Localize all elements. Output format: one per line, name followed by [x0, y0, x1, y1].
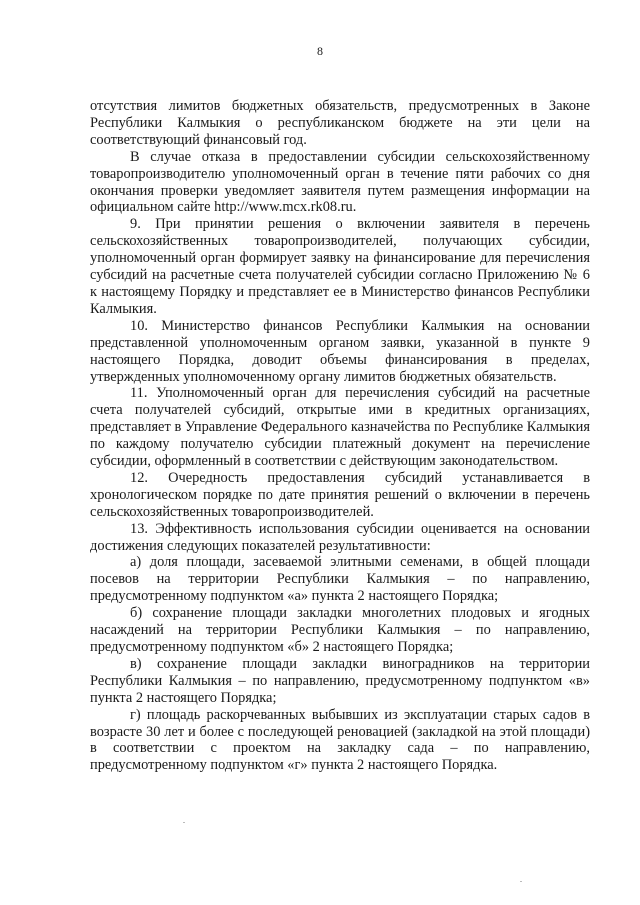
paragraph-item-13: 13. Эффективность использования субсидии оценивается на основании достижения следующих показателей результативности: [90, 520, 590, 554]
paragraph-indicator-b: б) сохранение площади закладки многолетних плодовых и ягодных насаждений на территории Республики Калмыкия – по направлению, предусмотренному подпунктом «б» 2 настоящего Порядка; [90, 605, 590, 655]
scan-speck [183, 822, 185, 823]
scan-speck [520, 881, 522, 882]
paragraph-refusal-notice: В случае отказа в предоставлении субсидии сельскохозяйственному товаропроизводителю уполномоченный орган в течение пяти рабочих со дня окончания проверки уведомляет заявителя путем размещения информации на официальном сайте http://www.mcx.rk08.ru. [90, 148, 590, 216]
paragraph-indicator-a: а) доля площади, засеваемой элитными семенами, в общей площади посевов на территории Республики Калмыкия – по направлению, предусмотренному подпунктом «а» пункта 2 настоящего Порядка; [90, 554, 590, 605]
document-body [90, 98, 590, 774]
paragraph-item-10: 10. Министерство финансов Республики Калмыкия на основании представленной уполномоченным органом заявки, указанной в пункте 9 настоящего Порядка, доводит объемы финансирования в пределах, утвержденных уполномоченному органу лимитов бюджетных обязательств. [90, 317, 590, 385]
paragraph-item-12: 12. Очередность предоставления субсидий устанавливается в хронологическом порядке по дате принятия решений о включении в перечень сельскохозяйственных товаропроизводителей. [90, 469, 590, 520]
paragraph-budget-limits: отсутствия лимитов бюджетных обязательств, предусмотренных в Законе Республики Калмыкия о республиканском бюджете на эти цели на соответствующий финансовый год. [90, 98, 590, 148]
paragraph-item-9: 9. При принятии решения о включении заявителя в перечень сельскохозяйственных товаропроизводителей, получающих субсидии, уполномоченный орган формирует заявку на финансирование для перечисления субсидий на расчетные счета получателей субсидии согласно Приложению № 6 к настоящему Порядку и представляет ее в Министерство финансов Республики Калмыкия. [90, 216, 590, 317]
paragraph-indicator-v: в) сохранение площади закладки виноградников на территории Республики Калмыкия – по направлению, предусмотренному подпунктом «в» пункта 2 настоящего Порядка; [90, 655, 590, 706]
paragraph-item-11: 11. Уполномоченный орган для перечисления субсидий на расчетные счета получателей субсидий, открытые ими в кредитных организациях, представляет в Управление Федерального казначейства по Республике Калмыкия по каждому получателю субсидии платежный документ на перечисление субсидии, оформленный в соответствии с действующим законодательством. [90, 385, 590, 470]
paragraph-indicator-g: г) площадь раскорчеванных выбывших из эксплуатации старых садов в возрасте 30 лет и более с последующей реновацией (закладкой на этой площади) в соответствии с проектом на закладку сада – по направлению, предусмотренному подпунктом «г» пункта 2 настоящего Порядка. [90, 706, 590, 774]
page-number: 8 [317, 44, 323, 58]
